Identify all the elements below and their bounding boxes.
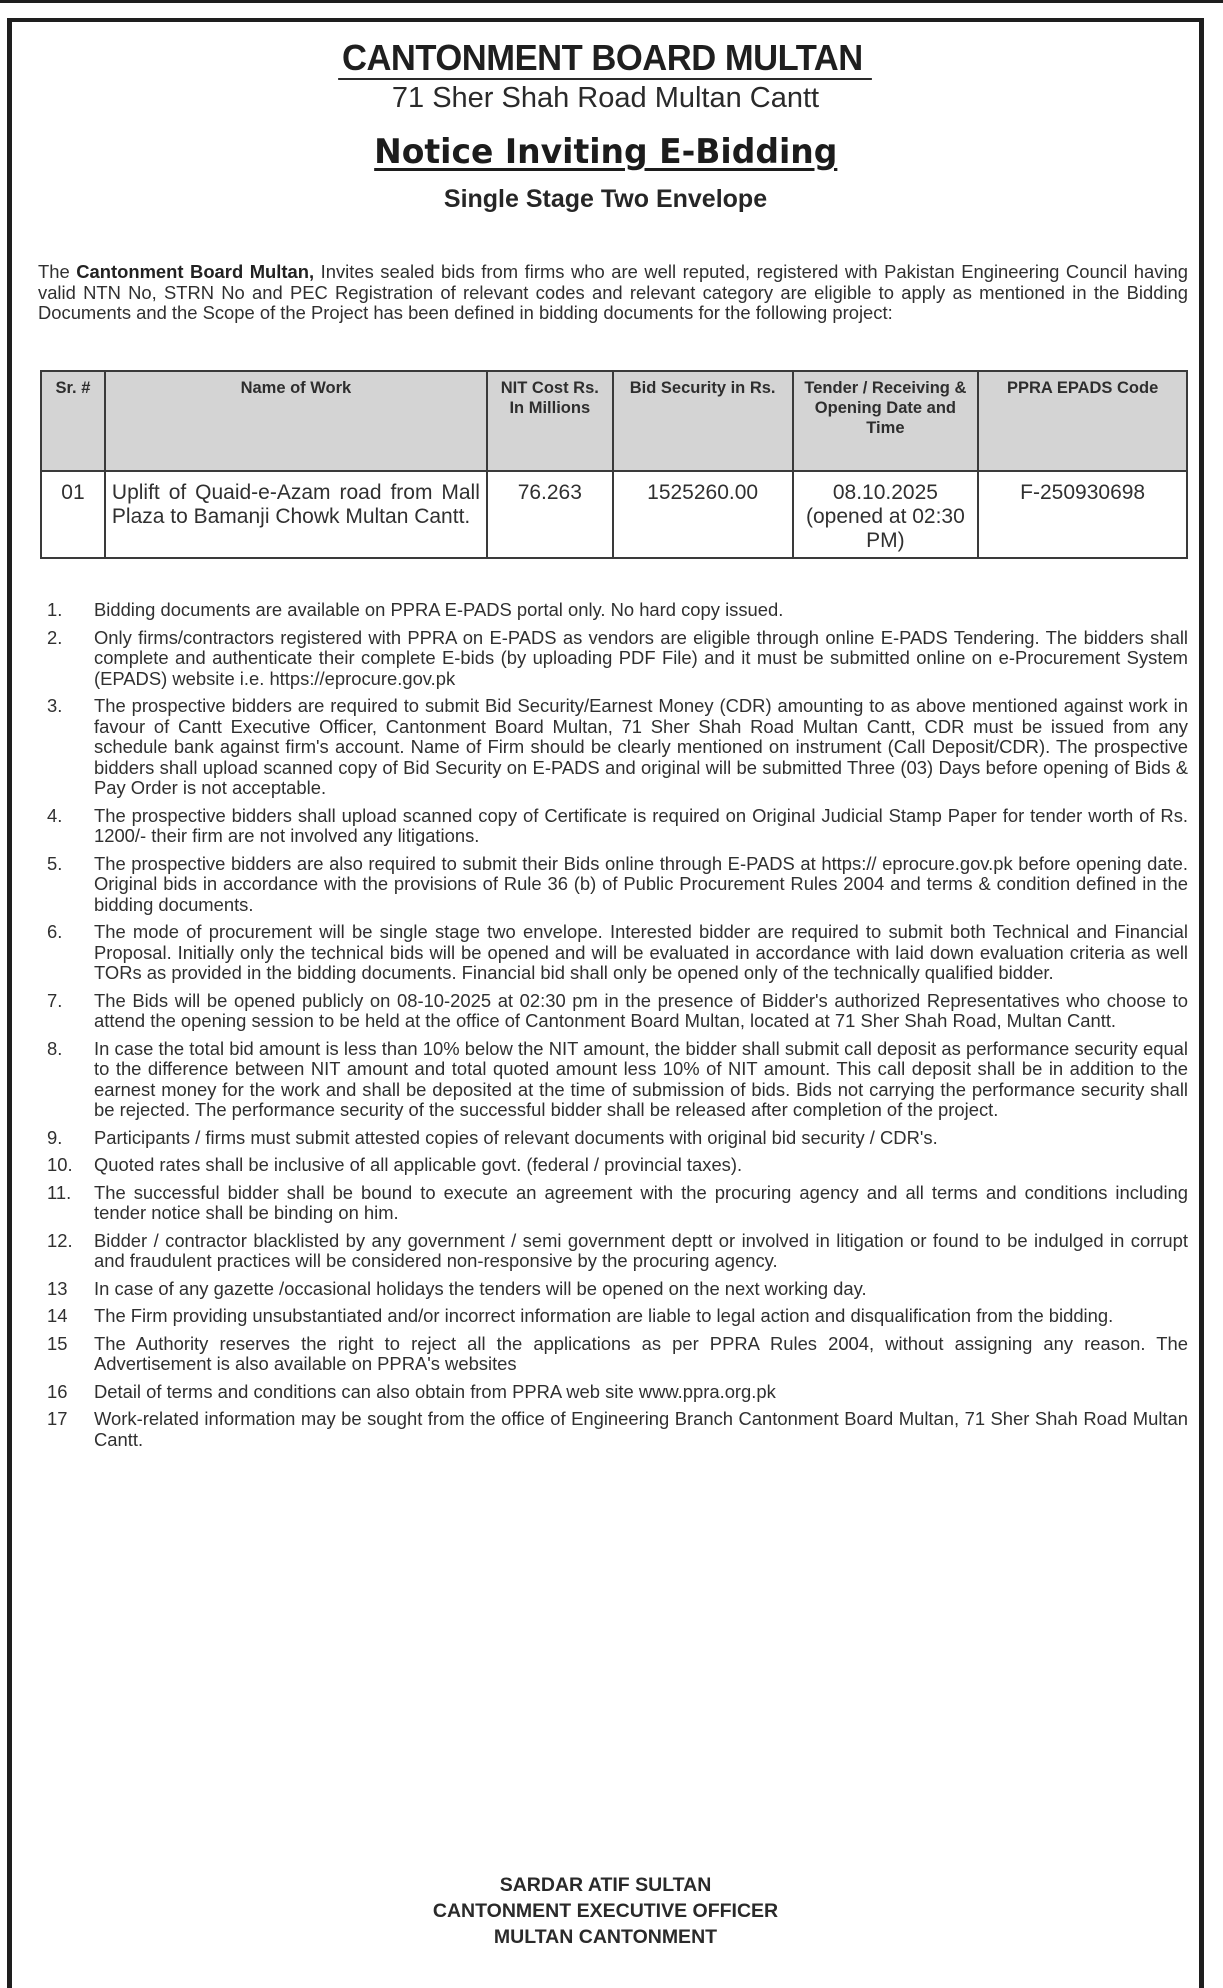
term-text: Participants / firms must submit attested copies of relevant documents with original bid security / CDR's. [94, 1126, 938, 1148]
intro-prefix: The [38, 261, 77, 283]
term-number: 8. [47, 1037, 63, 1059]
cell-nit-cost: 76.263 [487, 471, 613, 558]
term-number: 1. [47, 599, 63, 620]
table-row [41, 471, 1187, 558]
term-number: 6. [47, 921, 63, 942]
cell-epads-code: F-250930698 [978, 471, 1187, 558]
signature-block [12, 1872, 1199, 1950]
term-item [38, 1128, 1188, 1149]
term-text: The prospective bidders are also required to submit their Bids online through E-PADS at https:// eprocure.gov.pk before opening date. Original bids in accordance with the provisions of Rule 36 (b) of Public Procurement Rules 2004 and terms & condition defined in the bidding documents. [94, 852, 1188, 915]
signatory-name: SARDAR ATIF SULTAN [499, 1874, 712, 1896]
term-item [38, 628, 1188, 690]
org-address: 71 Sher Shah Road Multan Cantt [391, 82, 820, 114]
col-header-epads-code: PPRA EPADS Code [978, 371, 1187, 471]
term-item [38, 600, 1188, 621]
term-text: The successful bidder shall be bound to execute an agreement with the procuring agency and all terms and conditions including tender notice shall be binding on him. [94, 1181, 1188, 1223]
term-number: 5. [47, 852, 63, 874]
term-text: Work-related information may be sought from the office of Engineering Branch Cantonment Board Multan, 71 Sher Shah Road Multan Cantt. [94, 1408, 1188, 1450]
intro-org-name: Cantonment Board Multan, [76, 261, 315, 283]
cell-bid-security: 1525260.00 [613, 471, 793, 558]
table-header-row [41, 371, 1187, 471]
term-number: 2. [47, 626, 63, 648]
col-header-nit-cost: NIT Cost Rs. In Millions [487, 371, 613, 471]
intro-body: Invites sealed bids from firms who are well reputed, registered with Pakistan Engineering Council having valid NTN No, STRN No and PEC Registration of relevant codes and relevant category are eligible to apply as mentioned in the Bidding Documents and the Scope of the Project has been defined in bidding documents for the following project: [38, 261, 1188, 324]
term-text: The Bids will be opened publicly on 08-10-2025 at 02:30 pm in the presence of Bidder's authorized Representatives who choose to attend the opening session to be held at the office of Cantonment Board Multan, located at 71 Sher Shah Road, Multan Cantt. [94, 989, 1188, 1031]
cell-name-of-work: Uplift of Quaid-e-Azam road from Mall Plaza to Bamanji Chowk Multan Cantt. [105, 471, 487, 558]
works-table [40, 370, 1188, 559]
notice-header [12, 38, 1199, 214]
term-text: Quoted rates shall be inclusive of all applicable govt. (federal / provincial taxes). [94, 1154, 743, 1175]
term-number: 11. [47, 1181, 72, 1203]
term-text: The prospective bidders shall upload scanned copy of Certificate is required on Original Judicial Stamp Paper for tender worth of Rs. 1200/- their firm are not involved any litigations. [94, 804, 1188, 846]
term-item [38, 991, 1188, 1032]
term-item [38, 1306, 1188, 1327]
term-item [38, 854, 1188, 916]
term-text: Bidder / contractor blacklisted by any government / semi government deptt or involved in litigation or found to be indulged in corrupt and fraudulent practices will be considered non-responsive by the procuring agency. [94, 1229, 1188, 1271]
col-header-sr: Sr. # [41, 371, 105, 471]
term-item [38, 1155, 1188, 1176]
col-header-name-of-work: Name of Work [105, 371, 487, 471]
col-header-opening-date: Tender / Receiving & Opening Date and Time [793, 371, 979, 471]
term-number: 3. [47, 695, 63, 716]
signatory-designation: CANTONMENT EXECUTIVE OFFICER [432, 1900, 779, 1922]
signatory-office: MULTAN CANTONMENT [493, 1926, 718, 1948]
term-number: 4. [47, 804, 63, 826]
notice-subtitle: Single Stage Two Envelope [443, 185, 768, 213]
term-text: Only firms/contractors registered with PPRA on E-PADS as vendors are eligible through online E-PADS Tendering. The bidders shall complete and authenticate their complete E-bids (by uploading PDF File) and it must be submitted online on e-Procurement System (EPADS) website i.e. https://eprocure.gov.pk [94, 626, 1188, 689]
term-text: In case of any gazette /occasional holidays the tenders will be opened on the next working day. [94, 1277, 867, 1299]
term-number: 13 [47, 1277, 68, 1299]
term-item [38, 1279, 1188, 1300]
org-title: CANTONMENT BOARD MULTAN [338, 38, 872, 80]
term-text: The mode of procurement will be single stage two envelope. Interested bidder are required to submit both Technical and Financial Proposal. Initially only the technical bids will be opened and will be evaluated in accordance with laid down evaluation criteria as well TORs as provided in the bidding documents. Financial bid shall only be opened only of the technically qualified bidder. [94, 921, 1188, 983]
term-text: The Authority reserves the right to reject all the applications as per PPRA Rules 2004, without assigning any reason. The Advertisement is also available on PPRA's websites [94, 1332, 1188, 1374]
top-rule-divider [0, 0, 1223, 3]
term-number: 17 [47, 1408, 68, 1429]
term-text: The prospective bidders are required to submit Bid Security/Earnest Money (CDR) amounting to as above mentioned against work in favour of Cantt Executive Officer, Cantonment Board Multan, 71 Sher Shah Road Multan Cantt, CDR must be issued from any schedule bank against firm's account. Name of Firm should be clearly mentioned on instrument (Call Deposit/CDR). The prospective bidders shall upload scanned copy of Bid Security on E-PADS and original will be submitted Three (03) Days before opening of Bids & Pay Order is not acceptable. [94, 695, 1188, 798]
term-text: The Firm providing unsubstantiated and/or incorrect information are liable to legal action and disqualification from the bidding. [94, 1305, 1114, 1326]
term-item [38, 1409, 1188, 1450]
cell-sr: 01 [41, 471, 105, 558]
term-item [38, 922, 1188, 984]
intro-paragraph [38, 262, 1188, 324]
col-header-bid-security: Bid Security in Rs. [613, 371, 793, 471]
term-number: 9. [47, 1126, 63, 1148]
cell-opening-date: 08.10.2025 (opened at 02:30 PM) [793, 471, 979, 558]
term-text: Bidding documents are available on PPRA E-PADS portal only. No hard copy issued. [94, 599, 784, 620]
term-number: 10. [47, 1154, 73, 1175]
term-item [38, 806, 1188, 847]
term-number: 7. [47, 989, 63, 1011]
term-item [38, 1183, 1188, 1224]
term-text: In case the total bid amount is less than 10% below the NIT amount, the bidder shall submit call deposit as performance security equal to the difference between NIT amount and total quoted amount less 10% of NIT amount. This call deposit shall be in addition to the earnest money for the work and shall be deposited at the time of submission of bids. Bids not carrying the performance security shall be rejected. The performance security of the successful bidder shall be released after completion of the project. [94, 1037, 1188, 1120]
notice-title: Notice Inviting E-Bidding [373, 132, 838, 172]
term-item [38, 1334, 1188, 1375]
terms-list [38, 600, 1188, 1457]
term-item [38, 1231, 1188, 1272]
term-item [38, 1039, 1188, 1121]
term-item [38, 1382, 1188, 1403]
term-number: 12. [47, 1229, 73, 1251]
term-text: Detail of terms and conditions can also obtain from PPRA web site www.ppra.org.pk [94, 1380, 776, 1402]
term-number: 15 [47, 1332, 68, 1354]
term-number: 14 [47, 1305, 68, 1326]
term-item [38, 696, 1188, 799]
notice-box [7, 18, 1204, 1988]
term-number: 16 [47, 1380, 68, 1402]
